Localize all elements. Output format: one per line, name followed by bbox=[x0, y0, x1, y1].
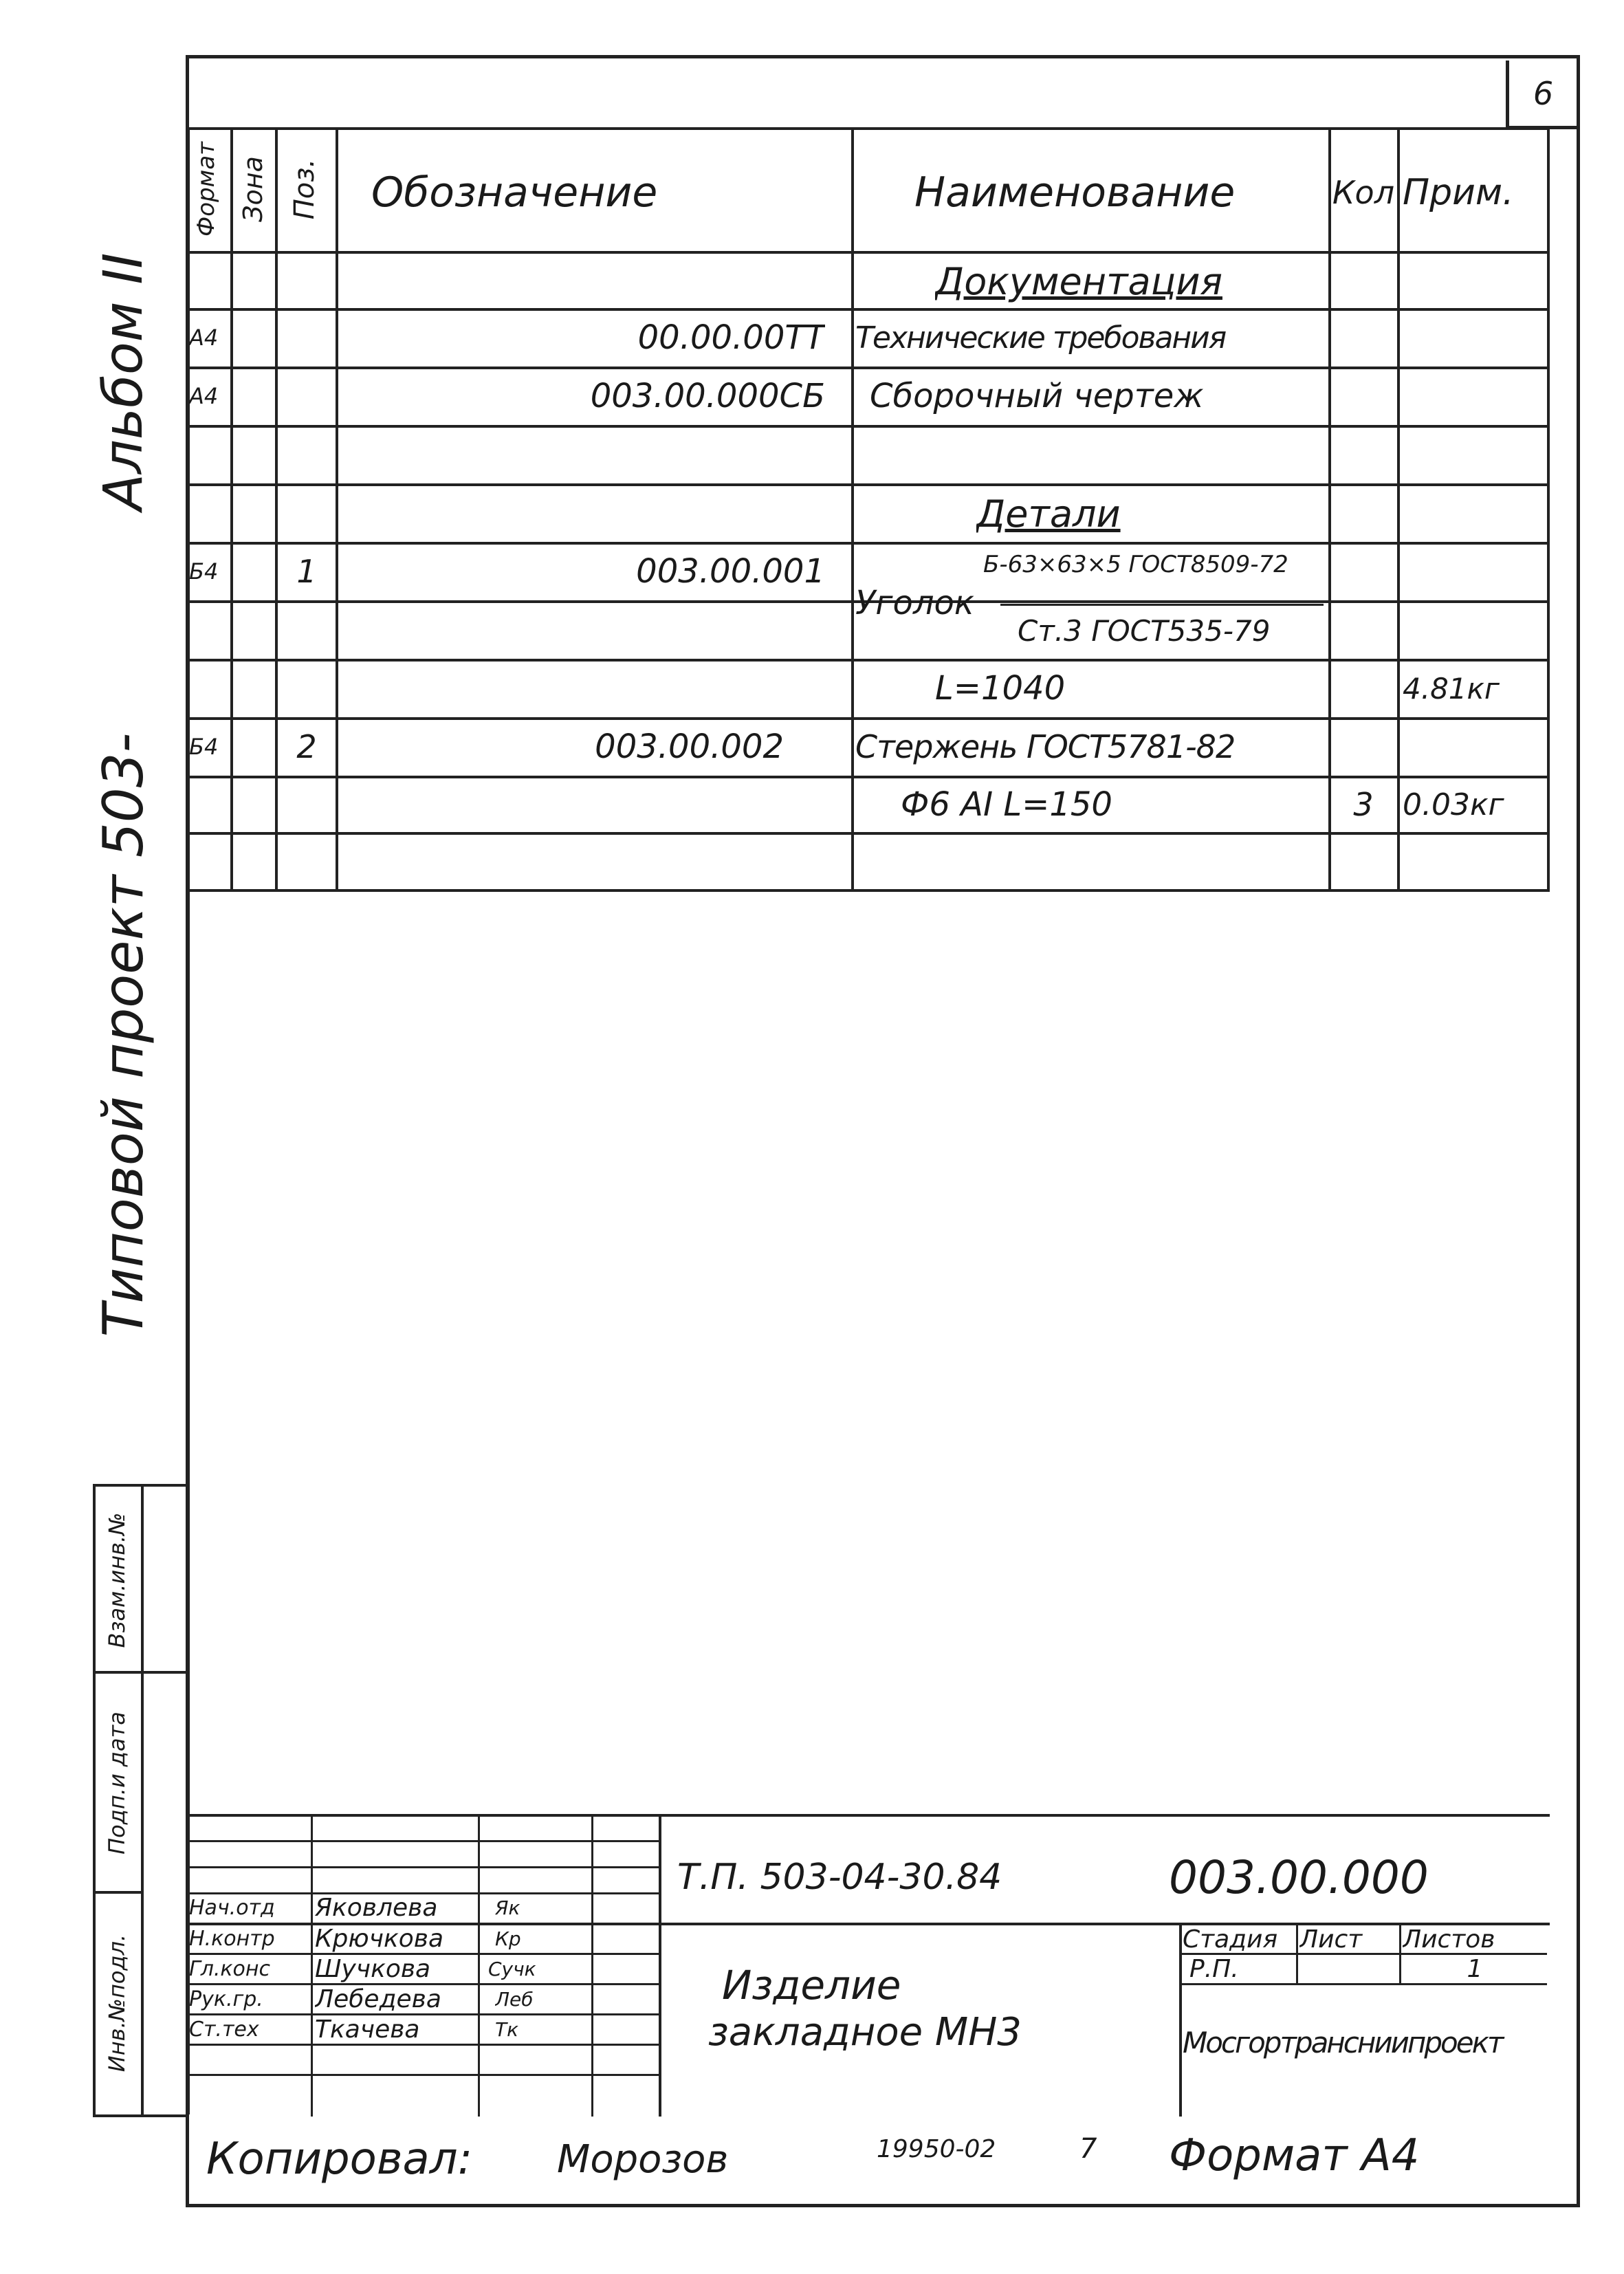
sheet-label: Лист bbox=[1299, 1925, 1363, 1953]
row-name: Сборочный чертеж bbox=[870, 377, 1204, 415]
stage-label: Стадия bbox=[1183, 1925, 1278, 1953]
angle-spec-top: Б-63×63×5 ГОСТ8509-72 bbox=[983, 551, 1288, 578]
signer-name: Крючкова bbox=[315, 1924, 444, 1953]
row-format: А4 bbox=[189, 325, 219, 351]
footer-number: 7 bbox=[1079, 2133, 1097, 2165]
section-title-details: Детали bbox=[976, 492, 1121, 536]
signer-name: Яковлева bbox=[315, 1893, 438, 1922]
col-header-zone: Зона bbox=[238, 156, 268, 222]
signer-role: Н.контр bbox=[189, 1926, 275, 1951]
row-pos: 1 bbox=[296, 553, 317, 590]
row-designation: 003.00.000СБ bbox=[590, 377, 825, 415]
sheets-label: Листов bbox=[1403, 1925, 1495, 1953]
col-header-note: Прим. bbox=[1403, 172, 1514, 213]
row-name: Стержень ГОСТ5781-82 bbox=[855, 728, 1236, 765]
sheet-value bbox=[1299, 1955, 1396, 1982]
row-designation: 003.00.002 bbox=[595, 728, 784, 766]
order-number: 19950-02 bbox=[877, 2134, 996, 2163]
row-name: L=1040 bbox=[935, 669, 1066, 708]
col-header-qty: Кол bbox=[1332, 174, 1395, 211]
row-format: Б4 bbox=[189, 558, 219, 584]
row-pos: 2 bbox=[296, 728, 317, 765]
copied-label: Копировал: bbox=[206, 2134, 473, 2185]
stamp-inv-orig: Инв.№подл. bbox=[104, 1934, 130, 2073]
signer-signature: Сучк bbox=[488, 1957, 536, 1980]
project-code: Т.П. 503-04-30.84 bbox=[677, 1857, 1002, 1898]
signer-name: Ткачева bbox=[315, 2015, 420, 2044]
sheet-number: 6 bbox=[1506, 61, 1577, 129]
organization: Мосгортрансниипроект bbox=[1183, 2025, 1502, 2059]
signer-signature: Як bbox=[495, 1896, 520, 1919]
signer-name: Лебедева bbox=[315, 1985, 441, 2013]
row-format: А4 bbox=[189, 383, 219, 409]
title-line-2: закладное МН3 bbox=[708, 2009, 1022, 2055]
row-designation: 00.00.00ТТ bbox=[637, 318, 825, 357]
copied-by: Морозов bbox=[557, 2136, 729, 2182]
angle-spec-bottom: Ст.3 ГОСТ535-79 bbox=[1018, 613, 1271, 648]
row-note: 4.81кг bbox=[1403, 671, 1500, 706]
row-format: Б4 bbox=[189, 734, 219, 760]
row-note: 0.03кг bbox=[1403, 787, 1504, 822]
signer-role: Ст.тех bbox=[189, 2017, 259, 2042]
col-header-pos: Поз. bbox=[289, 158, 320, 220]
angle-name: Уголок bbox=[855, 584, 974, 622]
stage-value: Р.П. bbox=[1189, 1955, 1239, 1982]
project-label: Типовой проект 503- bbox=[91, 732, 155, 1337]
row-qty: 3 bbox=[1353, 786, 1374, 823]
signer-role: Рук.гр. bbox=[189, 1987, 263, 2011]
col-header-designation: Обозначение bbox=[371, 168, 658, 217]
album-label: Альбом II bbox=[93, 252, 155, 511]
paper-format: Формат А4 bbox=[1169, 2130, 1420, 2181]
section-title-documentation: Документация bbox=[935, 259, 1222, 303]
signer-signature: Тк bbox=[495, 2018, 519, 2041]
col-header-format: Формат bbox=[193, 142, 220, 237]
document-code: 003.00.000 bbox=[1169, 1850, 1429, 1904]
row-designation: 003.00.001 bbox=[636, 552, 825, 591]
signer-role: Нач.отд bbox=[189, 1895, 275, 1920]
signer-name: Шучкова bbox=[315, 1954, 431, 1983]
row-name: Технические требования bbox=[855, 320, 1226, 356]
sheets-value: 1 bbox=[1467, 1955, 1483, 1982]
title-line-1: Изделие bbox=[722, 1962, 901, 2009]
stamp-replaced-inv: Взам.инв.№ bbox=[104, 1512, 130, 1648]
row-name: Ф6 АI L=150 bbox=[901, 785, 1112, 824]
signer-signature: Кр bbox=[495, 1927, 521, 1950]
col-header-name: Наименование bbox=[914, 168, 1236, 217]
signer-role: Гл.конс bbox=[189, 1956, 271, 1981]
signer-signature: Леб bbox=[495, 1987, 534, 2011]
stamp-sign-date: Подп.и дата bbox=[104, 1712, 130, 1855]
